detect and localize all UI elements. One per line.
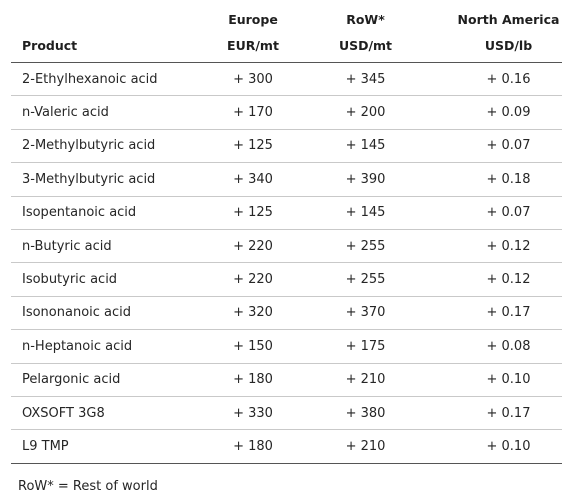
row-value: + 370 (304, 296, 417, 329)
header-europe: Europe (228, 12, 278, 27)
europe-value: + 150 (174, 330, 304, 363)
north-america-value: + 0.18 (417, 163, 562, 196)
header-blank (11, 5, 174, 32)
header-north-america: North America (457, 12, 560, 27)
table-row (11, 229, 562, 262)
north-america-value: + 0.08 (417, 330, 562, 363)
product-name: Isononanoic acid (11, 296, 174, 329)
table-row (11, 263, 562, 296)
north-america-value: + 0.10 (417, 363, 562, 396)
header-product: Product (22, 38, 78, 53)
table-row (11, 163, 562, 196)
table-row (11, 363, 562, 396)
europe-value: + 340 (174, 163, 304, 196)
table-row (11, 430, 562, 463)
europe-value: + 180 (174, 363, 304, 396)
row-value: + 210 (304, 363, 417, 396)
table-row (11, 63, 562, 96)
row-value: + 145 (304, 196, 417, 229)
product-name: OXSOFT 3G8 (11, 396, 174, 429)
row-value: + 200 (304, 96, 417, 129)
table-row (11, 196, 562, 229)
europe-value: + 320 (174, 296, 304, 329)
europe-value: + 220 (174, 229, 304, 262)
north-america-value: + 0.07 (417, 196, 562, 229)
product-name: n-Valeric acid (11, 96, 174, 129)
product-name: n-Butyric acid (11, 229, 174, 262)
north-america-value: + 0.17 (417, 396, 562, 429)
row-value: + 175 (304, 330, 417, 363)
europe-value: + 220 (174, 263, 304, 296)
table-body (11, 63, 562, 464)
product-name: L9 TMP (11, 430, 174, 463)
europe-value: + 170 (174, 96, 304, 129)
north-america-value: + 0.12 (417, 229, 562, 262)
table-row (11, 396, 562, 429)
product-name: 2-Methylbutyric acid (11, 129, 174, 162)
row-value: + 255 (304, 263, 417, 296)
header-row-unit: USD/mt (338, 38, 393, 53)
north-america-value: + 0.10 (417, 430, 562, 463)
table-row (11, 96, 562, 129)
row-value: + 380 (304, 396, 417, 429)
product-name: Isobutyric acid (11, 263, 174, 296)
north-america-value: + 0.17 (417, 296, 562, 329)
row-value: + 390 (304, 163, 417, 196)
footnote: RoW* = Rest of world (18, 479, 158, 494)
europe-value: + 180 (174, 430, 304, 463)
header-row-units (11, 32, 562, 63)
table-row (11, 129, 562, 162)
header-europe-unit: EUR/mt (227, 38, 279, 53)
row-value: + 345 (304, 63, 417, 96)
table-row (11, 330, 562, 363)
north-america-value: + 0.12 (417, 263, 562, 296)
north-america-value: + 0.09 (417, 96, 562, 129)
header-row-regions (11, 5, 562, 32)
product-name: Pelargonic acid (11, 363, 174, 396)
header-north-america-unit: USD/lb (484, 38, 533, 53)
europe-value: + 330 (174, 396, 304, 429)
row-value: + 210 (304, 430, 417, 463)
north-america-value: + 0.16 (417, 63, 562, 96)
europe-value: + 125 (174, 129, 304, 162)
product-name: n-Heptanoic acid (11, 330, 174, 363)
header-row: RoW* (346, 12, 385, 27)
europe-value: + 125 (174, 196, 304, 229)
row-value: + 255 (304, 229, 417, 262)
product-name: 3-Methylbutyric acid (11, 163, 174, 196)
product-name: 2-Ethylhexanoic acid (11, 63, 174, 96)
price-table (11, 5, 562, 464)
row-value: + 145 (304, 129, 417, 162)
europe-value: + 300 (174, 63, 304, 96)
table-row (11, 296, 562, 329)
product-name: Isopentanoic acid (11, 196, 174, 229)
table-header (11, 5, 562, 63)
north-america-value: + 0.07 (417, 129, 562, 162)
